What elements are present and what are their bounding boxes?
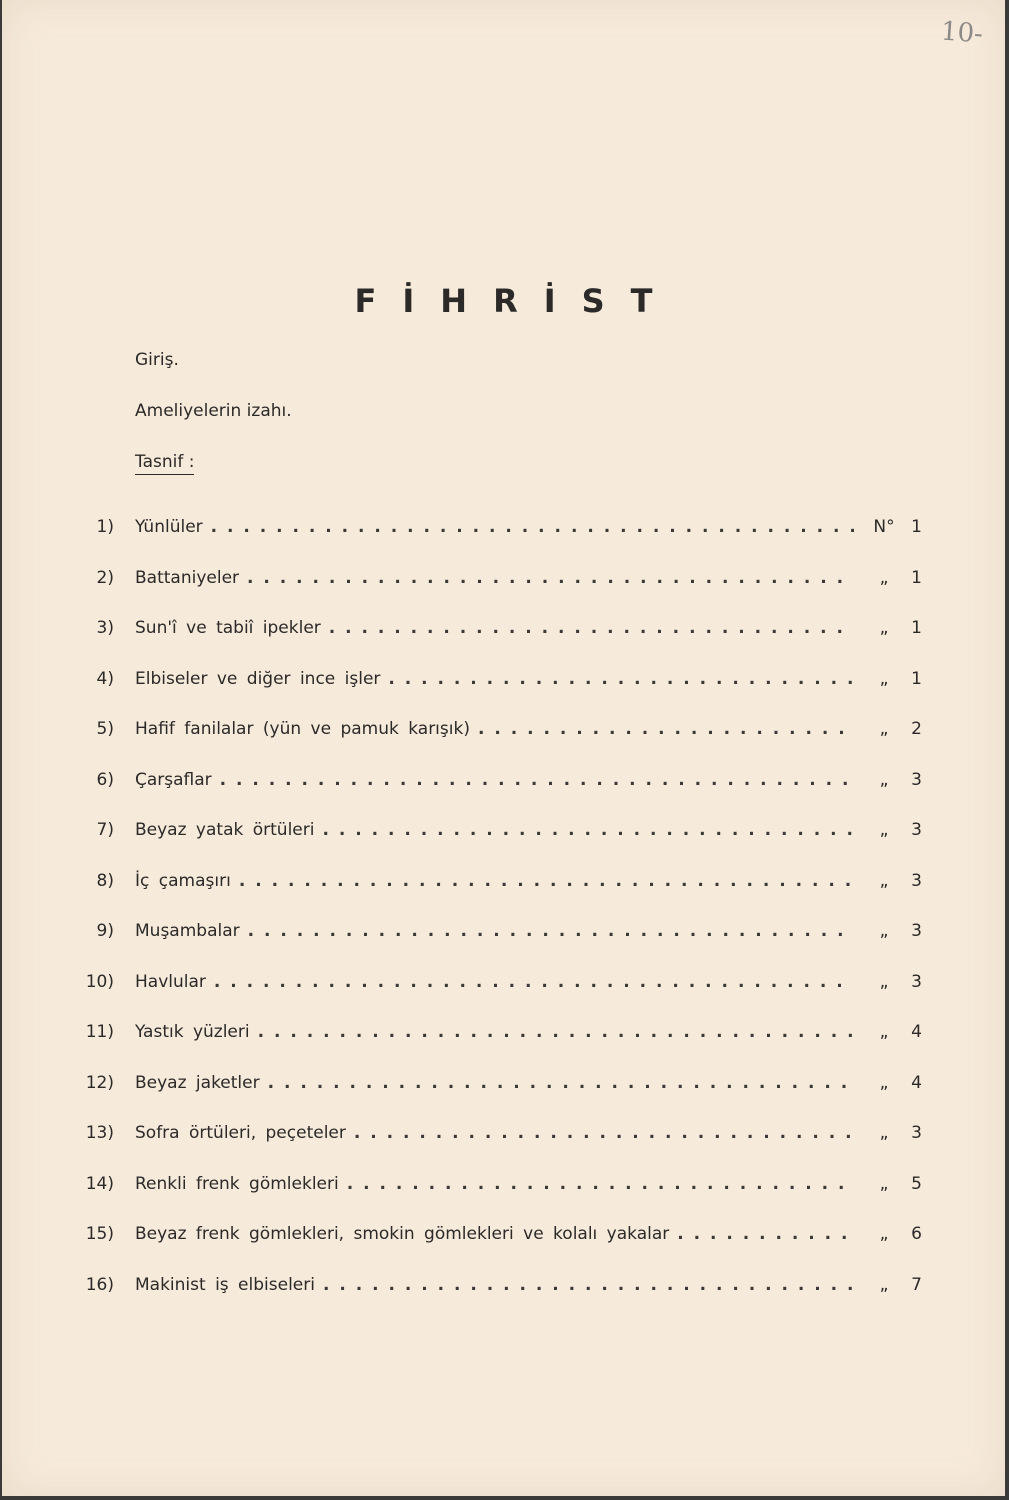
toc-leader-dots <box>239 870 854 892</box>
toc-page-number: 2 <box>911 719 922 740</box>
toc-page-prefix: „ <box>879 567 889 588</box>
toc-number: 10) <box>85 971 114 992</box>
handwritten-page-number: 10- <box>940 16 984 50</box>
toc-page-number: 1 <box>911 517 922 538</box>
toc-row <box>72 957 922 1008</box>
document-page <box>2 0 1005 1496</box>
toc-label: Çarşaflar <box>135 769 212 790</box>
toc-row <box>72 1108 922 1159</box>
toc-label: Beyaz yatak örtüleri <box>135 820 315 841</box>
toc-page-prefix: „ <box>879 1173 889 1194</box>
toc-leader-dots <box>248 920 854 942</box>
toc-number: 3) <box>96 618 114 639</box>
toc-page-number: 3 <box>911 820 922 841</box>
toc-number: 6) <box>96 769 114 790</box>
toc-label: Yastık yüzleri <box>135 1022 250 1043</box>
toc-label: Beyaz jaketler <box>135 1072 260 1093</box>
toc-row <box>72 755 922 806</box>
intro-tasnif-heading: Tasnif : <box>135 452 194 475</box>
page-title: FİHRİST <box>354 282 679 320</box>
toc-leader-dots <box>388 668 854 690</box>
toc-number: 9) <box>96 921 114 942</box>
toc-number: 16) <box>85 1274 114 1295</box>
toc-page-number: 1 <box>911 567 922 588</box>
toc-leader-dots <box>211 516 854 538</box>
toc-leader-dots <box>478 718 854 740</box>
toc-leader-dots <box>268 1072 854 1094</box>
toc-row <box>72 1260 922 1311</box>
toc-label: Sun'î ve tabiî ipekler <box>135 618 321 639</box>
toc-page-number: 3 <box>911 1123 922 1144</box>
table-of-contents <box>72 502 922 1310</box>
toc-leader-dots <box>354 1122 854 1144</box>
toc-number: 2) <box>96 567 114 588</box>
toc-page-prefix: „ <box>879 1274 889 1295</box>
toc-number: 5) <box>96 719 114 740</box>
toc-page-prefix: „ <box>879 1072 889 1093</box>
toc-page-number: 3 <box>911 769 922 790</box>
toc-label: Beyaz frenk gömlekleri, smokin gömlekleri ve kolalı yakalar <box>135 1224 670 1245</box>
toc-page-number: 3 <box>911 870 922 891</box>
toc-page-prefix: „ <box>879 618 889 639</box>
toc-page-number: 4 <box>911 1022 922 1043</box>
toc-page-prefix: „ <box>879 769 889 790</box>
toc-row <box>72 553 922 604</box>
intro-ameliyeler: Ameliyelerin izahı. <box>135 401 292 421</box>
toc-page-number: 7 <box>911 1274 922 1295</box>
toc-leader-dots <box>329 617 854 639</box>
toc-number: 13) <box>85 1123 114 1144</box>
toc-page-number: 6 <box>911 1224 922 1245</box>
toc-number: 7) <box>96 820 114 841</box>
toc-page-prefix: „ <box>879 719 889 740</box>
toc-row <box>72 906 922 957</box>
toc-number: 1) <box>96 517 114 538</box>
toc-page-number: 1 <box>911 618 922 639</box>
toc-leader-dots <box>247 567 854 589</box>
toc-label: Hafif fanilalar (yün ve pamuk karışık) <box>135 719 470 740</box>
toc-label: Renkli frenk gömlekleri <box>135 1173 339 1194</box>
toc-leader-dots <box>323 1274 854 1296</box>
toc-label: Makinist iş elbiseleri <box>135 1274 315 1295</box>
toc-label: Havlular <box>135 971 206 992</box>
toc-leader-dots <box>322 819 854 841</box>
toc-leader-dots <box>220 769 854 791</box>
toc-page-number: 3 <box>911 971 922 992</box>
toc-number: 4) <box>96 668 114 689</box>
toc-page-prefix: „ <box>879 1123 889 1144</box>
toc-leader-dots <box>347 1173 854 1195</box>
toc-page-prefix: „ <box>879 1224 889 1245</box>
toc-number: 12) <box>85 1072 114 1093</box>
toc-number: 8) <box>96 870 114 891</box>
toc-page-prefix: „ <box>879 870 889 891</box>
toc-page-prefix: „ <box>879 668 889 689</box>
toc-row <box>72 704 922 755</box>
toc-number: 11) <box>85 1022 114 1043</box>
toc-label: Yünlüler <box>135 517 203 538</box>
toc-page-number: 4 <box>911 1072 922 1093</box>
toc-row <box>72 1007 922 1058</box>
toc-page-number: 1 <box>911 668 922 689</box>
toc-leader-dots <box>677 1223 854 1245</box>
toc-page-prefix: „ <box>879 971 889 992</box>
toc-page-number: 3 <box>911 921 922 942</box>
intro-giris: Giriş. <box>135 350 179 370</box>
toc-row <box>72 502 922 553</box>
toc-row <box>72 1058 922 1109</box>
toc-leader-dots <box>258 1021 854 1043</box>
toc-row <box>72 856 922 907</box>
toc-leader-dots <box>214 971 854 993</box>
toc-page-prefix: N° <box>873 517 895 538</box>
toc-label: Battaniyeler <box>135 567 240 588</box>
toc-number: 15) <box>85 1224 114 1245</box>
toc-page-number: 5 <box>911 1173 922 1194</box>
toc-page-prefix: „ <box>879 1022 889 1043</box>
toc-label: Muşambalar <box>135 921 240 942</box>
toc-label: Elbiseler ve diğer ince işler <box>135 668 381 689</box>
toc-number: 14) <box>85 1173 114 1194</box>
toc-label: İç çamaşırı <box>135 870 231 891</box>
toc-row <box>72 654 922 705</box>
toc-label: Sofra örtüleri, peçeteler <box>135 1123 346 1144</box>
toc-row <box>72 1209 922 1260</box>
toc-page-prefix: „ <box>879 921 889 942</box>
toc-row <box>72 805 922 856</box>
toc-row <box>72 1159 922 1210</box>
toc-row <box>72 603 922 654</box>
toc-page-prefix: „ <box>879 820 889 841</box>
